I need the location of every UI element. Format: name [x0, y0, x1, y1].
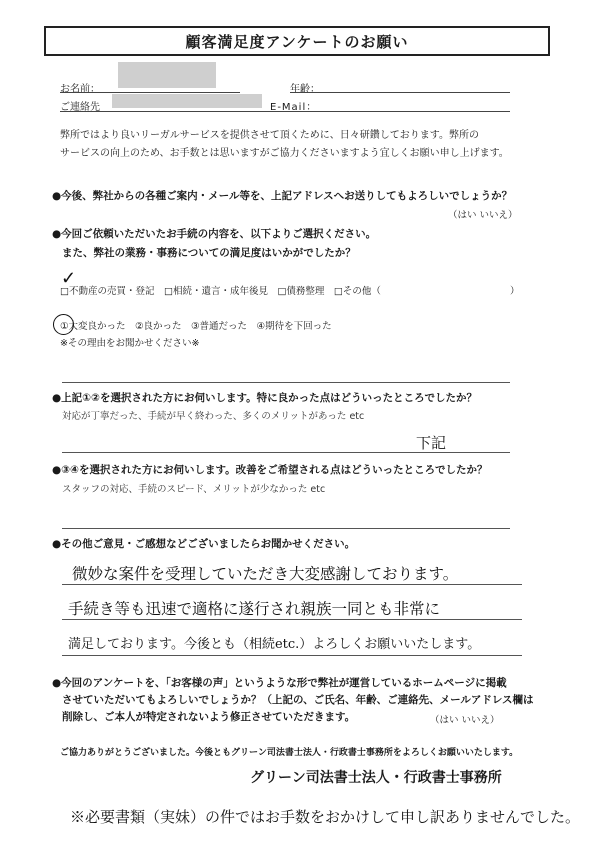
q5-handwritten-line-1: 微妙な案件を受理していただき大変感謝しております。	[72, 565, 459, 583]
q2-rating-options: ①大変良かった ②良かった ③普通だった ④期待を下回った	[60, 321, 332, 332]
contact-field-line	[60, 111, 510, 112]
q2-answer-line	[62, 382, 510, 383]
q2-service-options: □不動産の売買・登記 □相続・遺言・成年後見 □債務整理 □その他（	[60, 286, 381, 297]
redacted-name	[118, 62, 216, 88]
q6-line-3: 削除し、ご本人が特定されないよう修正させていただきます。	[62, 711, 356, 723]
q5-question: ●その他ご意見・ご感想などございましたらお聞かせください。	[52, 538, 356, 550]
q4-answer-line	[62, 528, 510, 529]
name-field-line	[60, 92, 240, 93]
contact-label: ご連絡先	[60, 102, 100, 113]
footer-handwritten-note: ※必要書類（実妹）の件ではお手数をおかけして申し訳ありませんでした。	[70, 808, 581, 826]
selected-rating-circle	[53, 314, 74, 335]
thanks-message: ご協力ありがとうございました。今後ともグリーン司法書士法人・行政書士事務所をよろしくお願いいたします。	[60, 748, 519, 758]
redacted-contact	[112, 94, 262, 108]
q2-service-close: ）	[510, 286, 520, 297]
name-label: お名前：	[60, 84, 100, 95]
q3-question: ●上記①②を選択された方にお伺いします。特に良かった点はどういったところでしたか？	[52, 392, 477, 404]
age-field-line	[290, 92, 510, 93]
q5-handwritten-line-2: 手続き等も迅速で適格に遂行され親族一同とも非常に	[68, 600, 441, 618]
q1-question: ●今後、弊社からの各種ご案内・メール等を、上記アドレスへお送りしてもよろしいでしょうか？	[52, 190, 513, 202]
q2-question-2: また、弊社の業務・事務についての満足度はいかがでしたか？	[62, 247, 356, 259]
age-label: 年齢：	[290, 84, 320, 95]
intro-paragraph	[60, 127, 540, 163]
q1-options: （はい いいえ）	[448, 210, 518, 221]
q4-question: ●③④を選択された方にお伺いします。改善をご希望される点はどういったところでしたか？	[52, 464, 488, 476]
q6-line-2: させていただいてもよろしいでしょうか？（上記の、ご氏名、年齢、ご連絡先、メールアドレス欄は	[62, 694, 534, 706]
q4-hint: スタッフの対応、手続のスピード、メリットが少なかった etc	[62, 484, 326, 495]
q2-question-1: ●今回ご依頼いただいたお手続の内容を、以下よりご選択ください。	[52, 228, 377, 240]
q5-handwritten-line-3: 満足しております。今後とも（相続etc.）よろしくお願いいたします。	[68, 637, 481, 652]
q6-options: （はい いいえ）	[430, 715, 500, 726]
checkmark-icon: ✓	[61, 268, 77, 289]
company-name: グリーン司法書士法人・行政書士事務所	[250, 770, 502, 786]
q2-reason-note: ※その理由をお聞かせください※	[60, 338, 200, 349]
intro-line-2: サービスの向上のため、お手数とは思いますがご協力くださいますよう宜しくお願い申し上げます。	[60, 148, 509, 159]
intro-line-1: 弊所ではより良いリーガルサービスを提供させて頂くために、日々研鑽しております。弊所の	[60, 130, 479, 141]
q4-handwritten-note: 下記	[416, 434, 447, 452]
q5-answer-line-2	[62, 619, 522, 620]
q5-answer-line-3	[62, 655, 522, 656]
survey-title: 顧客満足度アンケートのお願い	[44, 26, 550, 56]
email-label: E-Mail：	[270, 102, 318, 113]
q5-answer-line-1	[62, 584, 522, 585]
q3-hint: 対応が丁寧だった、手続が早く終わった、多くのメリットがあった etc	[62, 411, 365, 422]
q6-line-1: ●今回のアンケートを、「お客様の声」というような形で弊社が運営しているホームページに掲載	[52, 677, 507, 689]
